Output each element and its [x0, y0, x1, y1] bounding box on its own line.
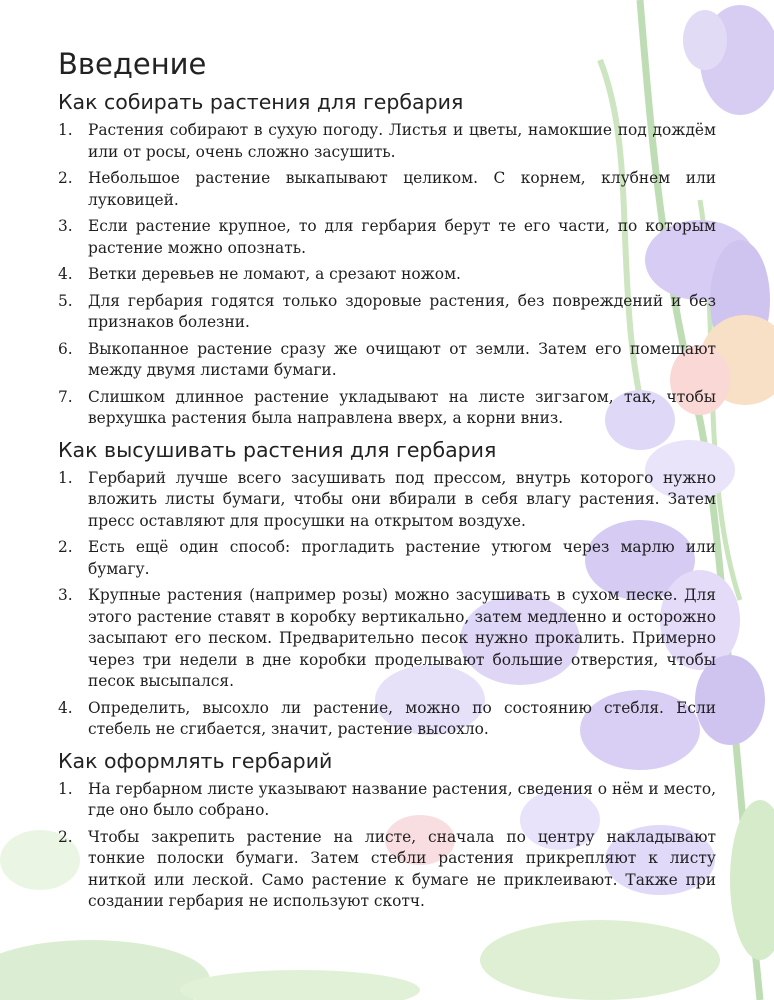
item-text: Небольшое растение выкапывают целиком. С корнем, клубнем или луковицей.	[88, 169, 716, 209]
item-number: 3.	[58, 586, 73, 604]
item-text: Если растение крупное, то для гербария берут те его части, по которым растение можно опознать.	[88, 217, 716, 257]
item-text: Определить, высохло ли растение, можно по состоянию стебля. Если стебель не сгибается, значит, растение высохло.	[88, 698, 716, 738]
item-number: 6.	[58, 339, 73, 358]
list-item	[58, 168, 716, 211]
item-number: 1.	[58, 779, 73, 798]
list-item	[58, 387, 716, 430]
section-heading-dry: Как высушивать растения для гербария	[58, 437, 497, 462]
page-title: Введение	[58, 47, 207, 81]
item-text: Чтобы закрепить растение на листе, сначала по центру накладывают тонкие полоски бумаги. Затем стебли растения прикрепляют к листу ниткой или леской. Само растение к бумаге не приклеивают. Также при создании гербария не используют скотч.	[88, 827, 716, 910]
list-item	[58, 827, 716, 913]
list-item	[58, 216, 716, 259]
item-number: 3.	[58, 217, 73, 235]
item-text: Гербарий лучше всего засушивать под прессом, внутрь которого нужно вложить листы бумаги, чтобы они вбирали в себя влагу растения. Затем пресс оставляют для просушки на открытом воздухе.	[88, 468, 716, 530]
item-text: Есть ещё один способ: прогладить растение утюгом через марлю или бумагу.	[88, 538, 716, 578]
list-item	[58, 585, 716, 693]
item-text: Крупные растения (например розы) можно засушивать в сухом песке. Для этого растение ставят в коробку вертикально, затем медленно и осторожно засыпают его песком. Предварительно песок нужно прокалить. Примерно через три недели в дне коробки проделывают большие отверстия, чтобы песок высыпался.	[88, 586, 716, 690]
collect-list	[58, 120, 716, 430]
section-heading-design: Как оформлять гербарий	[58, 748, 333, 773]
item-number: 4.	[58, 265, 73, 283]
list-item	[58, 264, 716, 286]
list-item	[58, 339, 716, 382]
item-text: Выкопанное растение сразу же очищают от земли. Затем его помещают между двумя листами бумаги.	[88, 339, 716, 379]
item-text: Ветки деревьев не ломают, а срезают ножом.	[88, 265, 461, 283]
item-number: 1.	[58, 468, 73, 487]
dry-list	[58, 468, 716, 741]
item-number: 2.	[58, 169, 73, 187]
item-text: Растения собирают в сухую погоду. Листья и цветы, намокшие под дождём или от росы, очень сложно засушить.	[88, 121, 716, 161]
section-heading-collect: Как собирать растения для гербария	[58, 90, 464, 114]
item-text: На гербарном листе указывают название растения, сведения о нём и место, где оно было собрано.	[88, 779, 716, 819]
item-number: 7.	[58, 387, 73, 406]
list-item	[58, 537, 716, 580]
list-item	[58, 291, 716, 334]
item-number: 4.	[58, 698, 73, 717]
item-number: 1.	[58, 121, 73, 139]
item-number: 2.	[58, 827, 73, 846]
item-number: 5.	[58, 291, 73, 310]
list-item	[58, 779, 716, 822]
list-item	[58, 120, 716, 163]
item-text: Слишком длинное растение укладывают на листе зигзагом, так, чтобы верхушка растения была направлена вверх, а корни вниз.	[88, 387, 716, 427]
document-page	[58, 46, 716, 918]
list-item	[58, 468, 716, 533]
list-item	[58, 698, 716, 741]
item-number: 2.	[58, 538, 73, 556]
design-list	[58, 779, 716, 913]
item-text: Для гербария годятся только здоровые растения, без повреждений и без признаков болезни.	[88, 291, 716, 331]
